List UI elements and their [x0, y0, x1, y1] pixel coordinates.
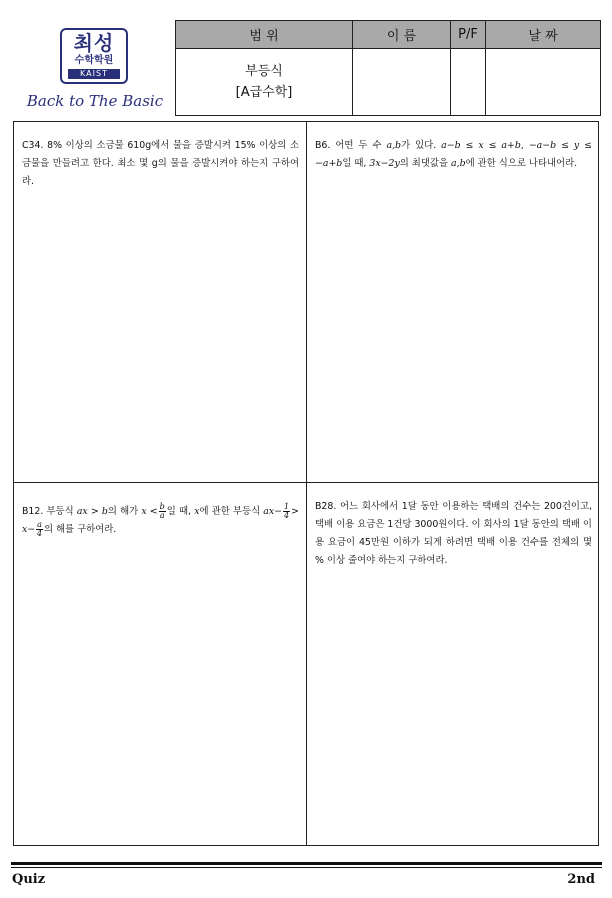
fraction-one-quarter — [283, 503, 290, 520]
problem-body: 어느 회사에서 1달 동안 이용하는 택배의 건수는 200건이고, 택배 이용 요금은 1건당 3000원이다. 이 회사의 1달 동안의 택배 이용 요금이 45만원 이하가 되게 하려면 택배 이용 건수를 전체의 몇 % 이상 줄여야 하는지 구하여라. — [315, 501, 592, 566]
math-run: > x− — [22, 506, 299, 535]
problem-c34-text — [22, 137, 299, 191]
text-run: 의 해를 구하여라. — [43, 524, 117, 535]
text-run: 일 때, — [166, 506, 192, 517]
logo-main-text: 최성 — [73, 31, 115, 55]
math-run: x — [194, 506, 200, 517]
math-run: x < — [141, 506, 158, 517]
problem-b28 — [307, 498, 600, 860]
fraction-denominator: a — [159, 511, 165, 520]
problem-b6 — [307, 137, 600, 499]
footer-quiz-label: Quiz — [12, 872, 46, 887]
fraction-a-over-4 — [36, 521, 43, 538]
math-run: ax− — [263, 506, 283, 517]
text-run: 의 최댓값을 — [399, 158, 449, 169]
header-range-label: 범 위 — [176, 21, 353, 49]
fraction-numerator: 1 — [284, 502, 290, 511]
problem-grid — [13, 121, 599, 846]
problem-b28-text — [315, 498, 592, 570]
header-date-label: 날 짜 — [486, 21, 601, 49]
problem-label: B28. — [315, 501, 337, 512]
header-name-label: 이 름 — [353, 21, 451, 49]
range-topic: 부등식 — [245, 64, 283, 79]
problem-c34 — [14, 137, 307, 499]
header-table — [175, 20, 601, 116]
pf-field[interactable] — [451, 49, 486, 116]
text-run: 가 있다. — [401, 140, 437, 151]
problem-body: 8% 이상의 소금물 610g에서 물을 증발시켜 15% 이상의 소금물을 만들려고 한다. 최소 몇 g의 물을 증발시켜야 하는지 구하여라. — [22, 140, 299, 187]
problem-label: C34. — [22, 140, 44, 151]
footer-rule-thin — [11, 867, 602, 868]
math-run: −a−b ≤ y ≤ −a+b — [315, 140, 593, 169]
fraction-denominator: 4 — [284, 511, 290, 520]
problem-b6-text — [315, 137, 592, 173]
text-run: 의 해가 — [107, 506, 139, 517]
math-run: 3x−2y — [369, 158, 400, 169]
academy-logo — [16, 24, 174, 116]
fraction-numerator: a — [37, 520, 42, 529]
logo-sub-text: 수학학원 — [74, 55, 114, 66]
fraction-denominator: 4 — [37, 529, 43, 538]
problem-label: B12. — [22, 506, 44, 517]
date-field[interactable] — [486, 49, 601, 116]
header-pf-label: P/F — [451, 21, 486, 49]
problem-b12 — [14, 503, 307, 865]
problem-b12-text — [22, 503, 299, 539]
name-field[interactable] — [353, 49, 451, 116]
text-run: 에 관한 식으로 나타내어라. — [465, 158, 578, 169]
math-run: a−b ≤ x ≤ a+b, — [441, 140, 524, 151]
footer-rule-thick — [11, 862, 602, 865]
text-run: 어떤 두 수 — [335, 140, 382, 151]
fraction-numerator: b — [159, 502, 165, 511]
math-run: ax > b — [76, 506, 108, 517]
logo-slogan: Back to The Basic — [26, 92, 164, 110]
range-level: [A급수학] — [235, 85, 293, 100]
math-run: a,b — [386, 140, 402, 151]
fraction-b-over-a — [159, 503, 166, 520]
logo-kaist-text: KAIST — [68, 69, 120, 79]
math-run: a,b — [451, 158, 466, 169]
header-range-value — [176, 49, 353, 116]
text-run: 부등식 — [46, 506, 74, 517]
footer-round-label: 2nd — [567, 872, 595, 887]
text-run: 일 때, — [342, 158, 367, 169]
logo-badge — [60, 28, 128, 84]
text-run: 에 관한 부등식 — [199, 506, 261, 517]
problem-label: B6. — [315, 140, 331, 151]
